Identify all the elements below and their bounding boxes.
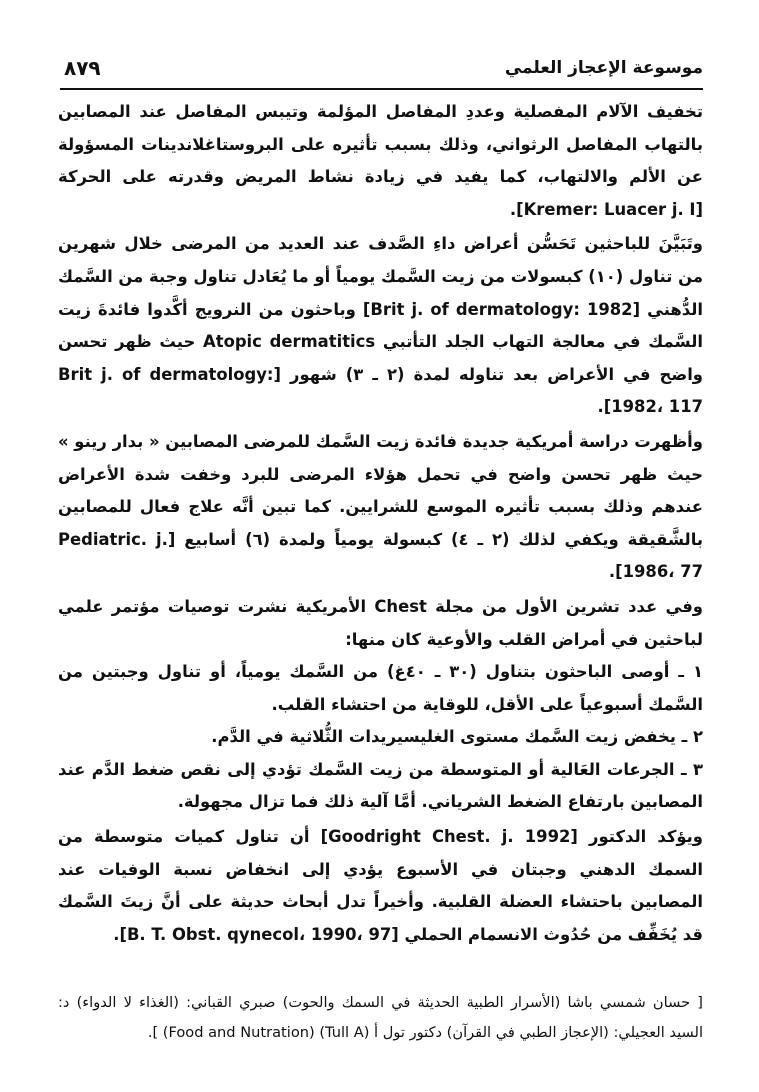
page-number: ٨٧٩: [64, 56, 101, 80]
paragraph-1: تخفيف الآلام المفصلية وعددِ المفاصل المؤلمة وتيبس المفاصل عند المصابين بالتهاب المفاصل الرثواني، وذلك بسبب تأثيره على البروستاغلاندينات المسؤولة عن الألم والالتهاب، كما يفيد في زيادة نشاط المريض وقدرته على الحركة [Kremer: Luacer j. I].: [58, 102, 703, 219]
paragraph-3: وأظهرت دراسة أمريكية جديدة فائدة زيت السَّمك للمرضى المصابين « بدار رينو » حيث ظهر تحسن واضح في تحمل هؤلاء المرضى للبرد وخفت شدة الأعراض عندهم وذلك بسبب تأثيره الموسع للشرايين. كما تبين أنَّه علاج فعال للمصابين بالشَّقيقة ويكفي لذلك (٢ ـ ٤) كبسولة يومياً ولمدة (٦) أسابيع [Pediatric. j. 1986، 77].: [58, 431, 704, 582]
paragraph-2: وتَبَيَّنَ للباحثين تَحَسُّن أعراض داءِ الصَّدف عند العديد من المرضى خلال شهرين من تناول (١٠) كبسولات من زيت السَّمك يومياً أو ما يُعَادل تناول وجبة من السَّمك الدُّهني [Brit j. of dermatology: 1982] وباحثون من النرويج أكَّدوا فائدةَ زيت السَّمك في معالجة التهاب الجلد التأتبي Atopic dermatitics حيث ظهر تحسن واضح في الأعراض بعد تناوله لمدة (٢ ـ ٣) شهور [Brit j. of dermatology: 1982، 117].: [58, 234, 703, 417]
paragraph-5: ويؤكد الدكتور [Goodright Chest. j. 1992] أن تناول كميات متوسطة من السمك الدهني وجبتان في الأسبوع يؤدي إلى انخفاض نسبة الوفيات عند المصابين باحتشاء العضلة القلبية. وأخيراً تدل أبحاث حديثة على أنَّ زيتَ السَّمك قد يُخَفِّف من حُدُوث الانسمام الحملي [B. T. Obst. qynecol، 1990، 97].: [58, 827, 703, 944]
list-item-1: ١ ـ أوصى الباحثون بتناول (٣٠ ـ ٤٠غ) من السَّمك يومياً، أو تناول وجبتين من السَّمك أسبوعياً على الأقل، للوقاية من احتشاء القلب.: [58, 662, 703, 714]
paragraph-4: وفي عدد تشرين الأول من مجلة Chest الأمريكية نشرت توصيات مؤتمر علمي لباحثين في أمراض القلب والأوعية كان منها:: [58, 596, 703, 649]
page-header: [60, 56, 703, 86]
list-item-2: ٢ ـ يخفض زيت السَّمك مستوى الغليسيريدات الثُّلاثية في الدَّم.: [211, 727, 703, 747]
header-divider: [60, 88, 703, 90]
body-text: [58, 96, 703, 951]
running-title: موسوعة الإعجاز العلمي: [504, 58, 703, 78]
footnote: [ حسان شمسي باشا (الأسرار الطبية الحديثة في السمك والحوت) صبري القباني: (الغذاء لا الدواء) د: السيد العجيلي: (الإعجاز الطبي في القرآن) دكتور تول أ (Tull A) (Food and Nutration) ].: [58, 994, 703, 1041]
list-item-3: ٣ ـ الجرعات العَالية أو المتوسطة من زيت السَّمك تؤدي إلى نقص ضغط الدَّم عند المصابين بارتفاع الضغط الشرياني. أمَّا آلية ذلك فما تزال مجهولة.: [58, 759, 703, 812]
